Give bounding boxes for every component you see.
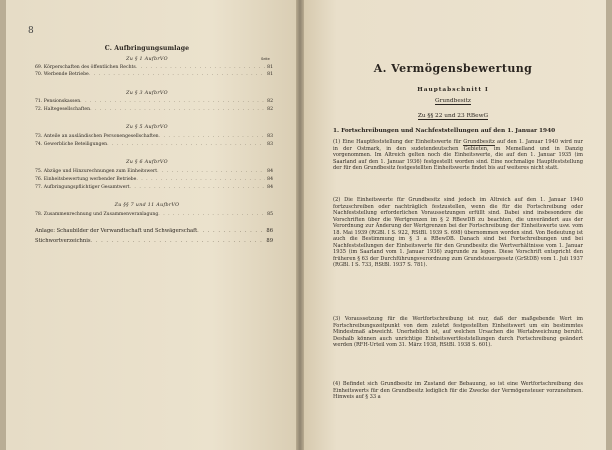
toc-entry-page: 85 xyxy=(267,212,273,217)
toc-entry xyxy=(35,185,273,191)
toc-entry-text: 69. Körperschaften des öffentlichen Rechts xyxy=(35,65,136,70)
page-number: 8 xyxy=(28,26,34,36)
toc-entry xyxy=(35,177,273,183)
toc-group-heading: Zu § 5 AufbrVO xyxy=(126,125,168,130)
paragraph-1-text: (1) Eine Hauptfeststellung der Einheitswerte für xyxy=(333,139,464,145)
section-subtitle xyxy=(300,98,606,104)
toc-entry-text: 75. Abzüge und Hinzurechnungen zum Einheitswert xyxy=(35,169,158,174)
column-label-seite: Seite xyxy=(261,57,270,61)
toc-entry-text: 74. Gewerbliche Beteiligungen xyxy=(35,142,108,147)
toc-entry-page: 83 xyxy=(267,142,273,147)
section-title: C. Aufbringungsumlage xyxy=(104,45,190,52)
subsection-heading: 1. Fortschreibungen und Nachfeststellungen auf den 1. Januar 1940 xyxy=(333,128,556,134)
toc-entry-text: 78. Zusammenrechnung und Zusammenveranlagung xyxy=(35,212,159,217)
toc-group-heading: Zu § 1 AufbrVO xyxy=(126,57,168,62)
toc-entry xyxy=(35,169,273,175)
paragraph-1-text-cont: auf den 1. Januar 1940 wird nur in der Ostmark, in den sudetendeutschen Gebieten, im Memelland und in Danzig vorgenommen. Im Altreich gelten noch die Einheitswerte, die auf den 1. Januar 1935 (im Saarland auf den 1. Januar 1936) festgestellt worden sind. Eine nochmalige Hauptfeststellung der für den Grundbesitz festgestellten Einheitswerte findet bis auf weiteres nicht statt. xyxy=(333,139,583,171)
toc-entry xyxy=(35,72,273,78)
toc-entry xyxy=(35,142,273,148)
toc-entry-page: 84 xyxy=(267,185,273,190)
toc-entry-text: 77. Aufbringungspflichtiger Gesamtwert xyxy=(35,185,130,190)
paragraph-reference-text: Zu §§ 22 und 23 RBewG xyxy=(417,113,489,119)
toc-entry xyxy=(35,134,273,140)
paragraph-1 xyxy=(333,139,583,172)
toc-group-heading: Zu § 3 AufbrVO xyxy=(126,91,168,96)
toc-entry-page: 82 xyxy=(267,107,273,112)
toc-entry-page: 81 xyxy=(267,65,273,70)
toc-entry-page: 84 xyxy=(267,177,273,182)
toc-entry-page: 89 xyxy=(266,238,273,244)
toc-entry-index xyxy=(35,238,273,244)
toc-entry-page: 81 xyxy=(267,72,273,77)
toc-entry xyxy=(35,99,273,105)
toc-entry-text: Stichwortverzeichnis xyxy=(35,238,91,244)
toc-entry-page: 86 xyxy=(266,228,273,234)
paragraph-4: (4) Befindet sich Grundbesitz im Zustand der Bebauung, so ist eine Wertfortschreibung des Einheitswerts für den Grundbesitz lediglich für die Zwecke der Vermögensteuer vorzunehmen. Hinweis auf § 33 a xyxy=(333,381,583,400)
paragraph-2: (2) Die Einheitswerte für Grundbesitz sind jedoch im Altreich auf den 1. Januar 1940 fortzuschreiben oder nachträglich festzustellen, wenn die für die Fortschreibung oder Nachfeststellung erforderlichen Voraussetzungen erfüllt sind. Dabei sind insbesondere die Vorschriften über die Wertgrenzen im § 2 RBewDB zu beachten, die unverändert aus der Verordnung zur Änderung der Wertgrenzen bei der Fortschreibung der Einheitswerte usw. vom 18. Mai 1939 (RGBl. I S. 922, RStBl. 1939 S. 698) übernommen worden sind. Von Bedeutung ist auch die Bestimmung im § 3 a RBewDB. Danach sind bei Fortschreibungen und bei Nachfeststellungen der Einheitswerte für den Grundbesitz die Wertverhältnisse vom 1. Januar 1935 (im Saarland vom 1. Januar 1936) zugrunde zu legen. Diese Vorschrift entspricht den früheren § 63 der Durchführungsverordnung zum Grundsteuergesetz (GrStDB) vom 1. Juli 1937 (RGBl. I S. 733, RStBl. 1937 S. 781). xyxy=(333,197,583,268)
paragraph-1-emphasis: Grundbesitz xyxy=(463,139,495,145)
toc-entry xyxy=(35,212,273,218)
toc-entry-text: 72. Haltegesellschaften xyxy=(35,107,91,112)
section-subtitle-text: Grundbesitz xyxy=(435,98,471,104)
paragraph-reference xyxy=(300,113,606,119)
toc-entry-page: 83 xyxy=(267,134,273,139)
toc-entry-text: 71. Pensionskassen xyxy=(35,99,81,104)
toc-group-heading: Zu §§ 7 und 11 AufbrVO xyxy=(114,203,180,208)
paragraph-3: (3) Voraussetzung für die Wertfortschreibung ist nur, daß der maßgebende Wert im Fortschreibungszeitpunkt von dem zuletzt festgestellten Einheitswert um ein bestimmtes Mindestmaß abweicht. Unerheblich ist, auf welchen Ursachen die Wertabweichung beruht. Deshalb können auch unrichtige Einheitswertfeststellungen durch Fortschreibung geändert werden (RFH-Urteil vom 31. März 1938, RStBl. 1938 S. 601). xyxy=(333,316,583,348)
toc-entry xyxy=(35,65,273,71)
chapter-title: A. Vermögensbewertung xyxy=(373,62,533,75)
toc-entry-text: 70. Werbende Betriebe xyxy=(35,72,89,77)
main-section-label: Hauptabschnitt I xyxy=(417,87,489,93)
toc-entry xyxy=(35,107,273,113)
toc-group-heading: Zu § 6 AufbrVO xyxy=(126,160,168,165)
toc-entry-text: 76. Einheitsbewertung werbender Betriebe xyxy=(35,177,137,182)
toc-entry-page: 84 xyxy=(267,169,273,174)
toc-entry-page: 82 xyxy=(267,99,273,104)
toc-entry-anlage xyxy=(35,228,273,234)
toc-entry-text: Anlage: Schaubilder der Verwandtschaft und Schwägerschaft xyxy=(35,228,198,234)
toc-entry-text: 73. Anteile an ausländischen Personengesellschaften xyxy=(35,134,159,139)
